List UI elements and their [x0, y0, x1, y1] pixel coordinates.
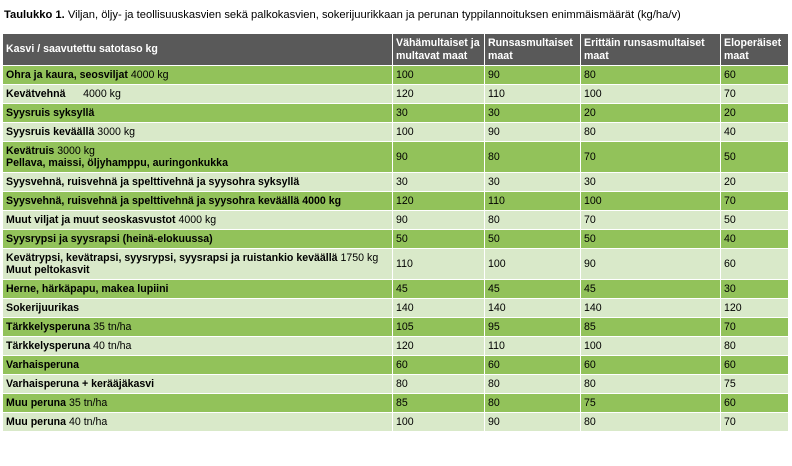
crop-name: Pellava, maissi, öljyhamppu, auringonkukka	[6, 157, 228, 169]
value-cell: 50	[581, 230, 721, 249]
value-cell: 40	[721, 230, 789, 249]
crop-line	[6, 145, 389, 157]
fertilization-table	[2, 33, 789, 432]
value-cell: 70	[721, 318, 789, 337]
caption-text: Viljan, öljy- ja teollisuuskasvien sekä palkokasvien, sokerijuurikkaan ja perunan typpilannoituksen enimmäismäärät (kg/ha/v)	[64, 9, 681, 21]
value-cell: 20	[721, 104, 789, 123]
value-cell: 140	[581, 299, 721, 318]
crop-cell	[3, 375, 393, 394]
value-cell: 30	[393, 104, 485, 123]
crop-name: Kevätvehnä	[6, 88, 66, 100]
crop-line	[6, 378, 389, 390]
value-cell: 60	[721, 394, 789, 413]
table-row	[3, 375, 789, 394]
crop-cell	[3, 123, 393, 142]
table-row	[3, 230, 789, 249]
value-cell: 80	[485, 375, 581, 394]
crop-cell	[3, 318, 393, 337]
table-row	[3, 142, 789, 173]
crop-cell	[3, 192, 393, 211]
value-cell: 75	[581, 394, 721, 413]
value-cell: 90	[393, 142, 485, 173]
crop-cell	[3, 249, 393, 280]
table-row	[3, 337, 789, 356]
table-row	[3, 104, 789, 123]
crop-name: Syysrypsi ja syysrapsi (heinä-elokuussa)	[6, 233, 213, 245]
crop-line	[6, 176, 389, 188]
yield-level: 4000 kg	[127, 69, 169, 81]
crop-cell	[3, 211, 393, 230]
value-cell: 50	[721, 142, 789, 173]
value-cell: 100	[581, 85, 721, 104]
crop-cell	[3, 66, 393, 85]
crop-cell	[3, 230, 393, 249]
value-cell: 110	[485, 337, 581, 356]
header-low-humus: Vähämultaiset ja multavat maat	[393, 34, 485, 66]
table-row	[3, 394, 789, 413]
crop-name: Syysvehnä, ruisvehnä ja spelttivehnä ja syysohra syksyllä	[6, 176, 300, 188]
value-cell: 80	[581, 375, 721, 394]
crop-line	[6, 233, 389, 245]
crop-name: Kevätrypsi, kevätrapsi, syysrypsi, syysrapsi ja ruistankio keväällä	[6, 252, 338, 264]
value-cell: 50	[393, 230, 485, 249]
table-row	[3, 249, 789, 280]
value-cell: 60	[581, 356, 721, 375]
caption-label: Taulukko 1.	[4, 9, 65, 21]
value-cell: 105	[393, 318, 485, 337]
value-cell: 85	[581, 318, 721, 337]
value-cell: 60	[721, 356, 789, 375]
value-cell: 60	[485, 356, 581, 375]
value-cell: 140	[485, 299, 581, 318]
header-organic: Eloperäiset maat	[721, 34, 789, 66]
value-cell: 140	[393, 299, 485, 318]
crop-cell	[3, 299, 393, 318]
yield-level: 4000 kg	[65, 88, 121, 100]
crop-line	[6, 321, 389, 333]
value-cell: 110	[485, 85, 581, 104]
value-cell: 90	[485, 66, 581, 85]
yield-level: 40 tn/ha	[90, 340, 132, 352]
crop-name: Tärkkelysperuna	[6, 340, 91, 352]
value-cell: 80	[721, 337, 789, 356]
value-cell: 20	[721, 173, 789, 192]
crop-name: Tärkkelysperuna	[6, 321, 91, 333]
table-row	[3, 123, 789, 142]
table-row	[3, 318, 789, 337]
value-cell: 80	[485, 211, 581, 230]
value-cell: 95	[485, 318, 581, 337]
crop-name: Syysvehnä, ruisvehnä ja spelttivehnä ja syysohra keväällä 4000 kg	[6, 195, 342, 207]
header-very-humus-rich: Erittäin runsasmultaiset maat	[581, 34, 721, 66]
table-row	[3, 85, 789, 104]
table-header-row	[3, 34, 789, 66]
crop-line	[6, 340, 389, 352]
crop-line	[6, 359, 389, 371]
table-row	[3, 356, 789, 375]
crop-line	[6, 302, 389, 314]
value-cell: 80	[485, 394, 581, 413]
value-cell: 60	[721, 66, 789, 85]
crop-cell	[3, 173, 393, 192]
crop-line	[6, 416, 389, 428]
value-cell: 40	[721, 123, 789, 142]
value-cell: 50	[485, 230, 581, 249]
value-cell: 120	[393, 192, 485, 211]
table-row	[3, 66, 789, 85]
value-cell: 120	[721, 299, 789, 318]
value-cell: 75	[721, 375, 789, 394]
value-cell: 100	[393, 66, 485, 85]
value-cell: 30	[721, 280, 789, 299]
yield-level: 3000 kg	[54, 145, 95, 157]
value-cell: 30	[581, 173, 721, 192]
crop-name: Sokerijuurikas	[6, 302, 80, 314]
value-cell: 80	[581, 413, 721, 432]
crop-line	[6, 107, 389, 119]
value-cell: 70	[721, 192, 789, 211]
yield-level: 35 tn/ha	[90, 321, 132, 333]
crop-cell	[3, 142, 393, 173]
table-row	[3, 192, 789, 211]
crop-line	[6, 126, 389, 138]
value-cell: 30	[393, 173, 485, 192]
value-cell: 70	[581, 211, 721, 230]
crop-name: Varhaisperuna	[6, 359, 80, 371]
crop-cell	[3, 413, 393, 432]
value-cell: 120	[393, 85, 485, 104]
crop-name: Muu peruna	[6, 397, 67, 409]
crop-name: Ohra ja kaura, seosviljat	[6, 69, 128, 81]
crop-name: Kevätruis	[6, 145, 55, 157]
value-cell: 20	[581, 104, 721, 123]
value-cell: 70	[721, 85, 789, 104]
value-cell: 60	[393, 356, 485, 375]
value-cell: 90	[485, 123, 581, 142]
value-cell: 110	[393, 249, 485, 280]
crop-cell	[3, 337, 393, 356]
value-cell: 90	[393, 211, 485, 230]
crop-cell	[3, 356, 393, 375]
crop-name: Muu peruna	[6, 416, 67, 428]
header-crop: Kasvi / saavutettu satotaso kg	[3, 34, 393, 66]
crop-line	[6, 195, 389, 207]
value-cell: 80	[581, 66, 721, 85]
table-row	[3, 413, 789, 432]
crop-name: Varhaisperuna + kerääjäkasvi	[6, 378, 155, 390]
value-cell: 100	[581, 192, 721, 211]
crop-line	[6, 264, 389, 276]
value-cell: 110	[485, 192, 581, 211]
table-row	[3, 280, 789, 299]
value-cell: 80	[581, 123, 721, 142]
value-cell: 90	[485, 413, 581, 432]
value-cell: 100	[393, 413, 485, 432]
crop-name: Muut peltokasvit	[6, 264, 90, 276]
crop-line	[6, 157, 389, 169]
value-cell: 80	[393, 375, 485, 394]
crop-cell	[3, 394, 393, 413]
crop-cell	[3, 104, 393, 123]
yield-level: 1750 kg	[337, 252, 379, 264]
value-cell: 30	[485, 104, 581, 123]
value-cell: 45	[393, 280, 485, 299]
crop-line	[6, 69, 389, 81]
value-cell: 100	[393, 123, 485, 142]
yield-level: 4000 kg	[175, 214, 217, 226]
table-row	[3, 299, 789, 318]
crop-name: Muut viljat ja muut seoskasvustot	[6, 214, 176, 226]
table-row	[3, 173, 789, 192]
value-cell: 100	[485, 249, 581, 280]
value-cell: 50	[721, 211, 789, 230]
value-cell: 90	[581, 249, 721, 280]
value-cell: 30	[485, 173, 581, 192]
crop-line	[6, 283, 389, 295]
yield-level: 40 tn/ha	[66, 416, 108, 428]
yield-level: 3000 kg	[94, 126, 136, 138]
value-cell: 70	[721, 413, 789, 432]
yield-level: 35 tn/ha	[66, 397, 108, 409]
table-row	[3, 211, 789, 230]
crop-name: Syysruis keväällä	[6, 126, 95, 138]
crop-line	[6, 88, 389, 100]
value-cell: 80	[485, 142, 581, 173]
table-body	[3, 66, 789, 432]
value-cell: 45	[485, 280, 581, 299]
crop-line	[6, 214, 389, 226]
value-cell: 45	[581, 280, 721, 299]
crop-cell	[3, 85, 393, 104]
value-cell: 120	[393, 337, 485, 356]
crop-name: Herne, härkäpapu, makea lupiini	[6, 283, 169, 295]
table-caption	[4, 8, 788, 23]
value-cell: 85	[393, 394, 485, 413]
crop-line	[6, 397, 389, 409]
value-cell: 100	[581, 337, 721, 356]
crop-line	[6, 252, 389, 264]
crop-cell	[3, 280, 393, 299]
crop-name: Syysruis syksyllä	[6, 107, 95, 119]
value-cell: 70	[581, 142, 721, 173]
value-cell: 60	[721, 249, 789, 280]
header-humus-rich: Runsasmultaiset maat	[485, 34, 581, 66]
